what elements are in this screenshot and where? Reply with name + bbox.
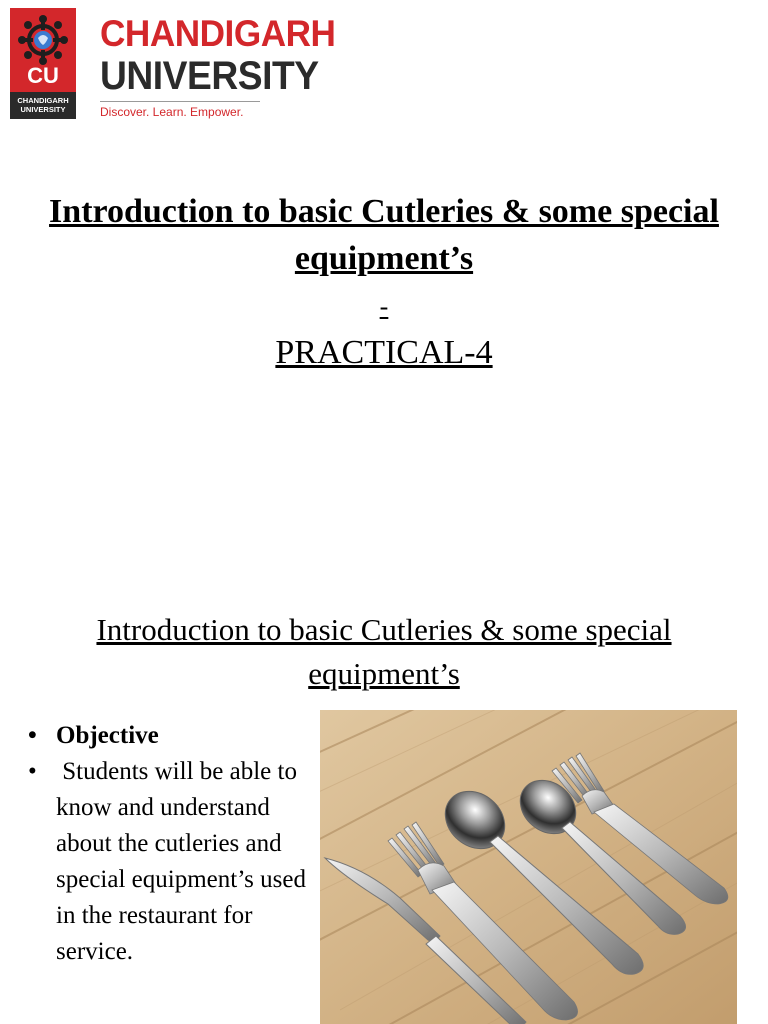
list-item	[28, 754, 318, 970]
logo-badge-subtitle: CHANDIGARH UNIVERSITY	[17, 96, 69, 114]
slide2-title: Introduction to basic Cutleries & some special equipment’s	[96, 612, 672, 691]
objective-slide	[0, 580, 768, 1024]
bullet-marker: •	[28, 722, 37, 749]
logo-badge	[10, 8, 76, 119]
emblem-icon	[17, 14, 69, 66]
logo-tagline: Discover. Learn. Empower.	[100, 105, 244, 119]
bullet-text: Objective	[56, 722, 159, 749]
logo-name-line2: UNIVERSITY	[100, 54, 319, 98]
cutlery-image	[320, 710, 737, 1024]
slide1-dash: -	[379, 292, 389, 321]
logo-band	[10, 92, 76, 119]
slide1-title: Introduction to basic Cutleries & some special equipment’s	[49, 193, 719, 277]
objective-list	[28, 718, 318, 970]
logo-name-line1: CHANDIGARH	[100, 13, 336, 54]
logo-divider	[100, 101, 260, 102]
logo-badge-cu: CU	[27, 63, 59, 88]
university-logo	[10, 8, 336, 124]
cutlery-photo	[320, 710, 737, 1024]
slide1-subtitle: PRACTICAL-4	[275, 334, 493, 371]
bullet-marker: •	[28, 758, 37, 785]
bullet-text: Students will be able to know and understand about the cutleries and special equipment’s used in the restaurant for service.	[56, 758, 313, 965]
list-item	[28, 718, 318, 754]
